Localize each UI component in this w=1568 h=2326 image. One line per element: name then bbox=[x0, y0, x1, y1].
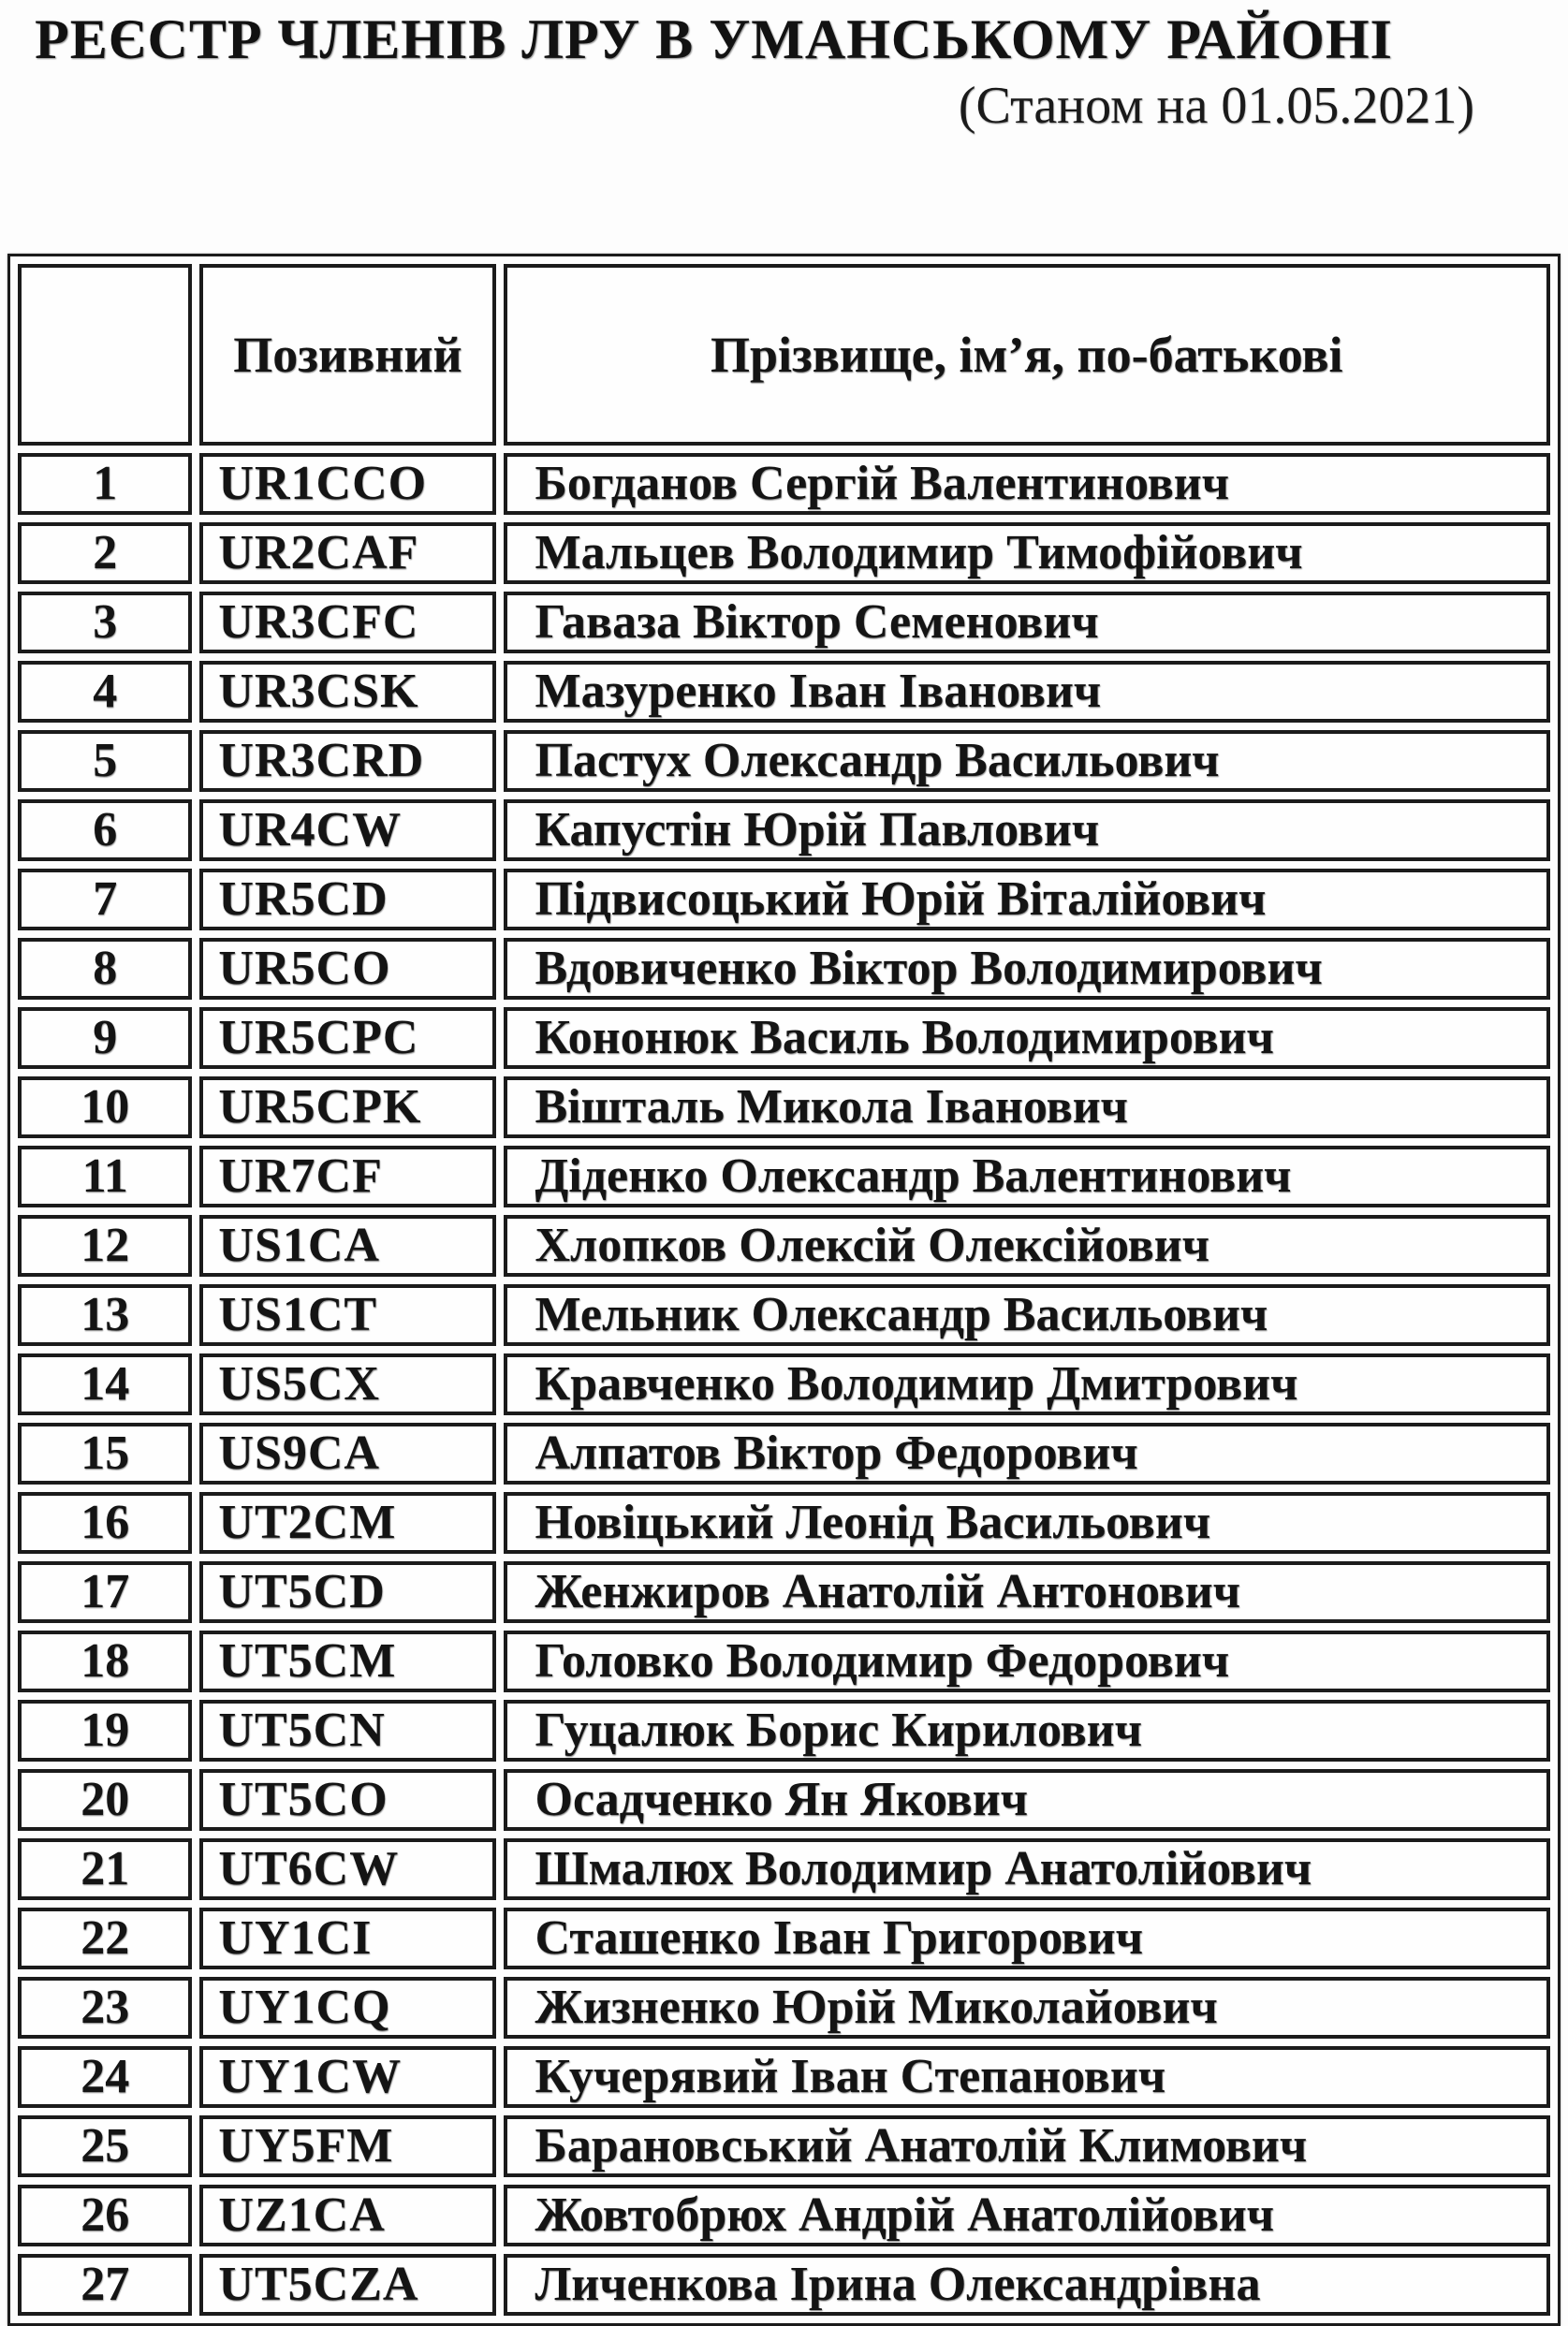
row-name: Гуцалюк Борис Кирилович bbox=[504, 1700, 1551, 1762]
row-name: Підвисоцький Юрій Віталійович bbox=[504, 869, 1551, 930]
row-name: Сташенко Іван Григорович bbox=[504, 1908, 1551, 1969]
row-number: 24 bbox=[18, 2046, 192, 2108]
table-row bbox=[18, 1631, 1550, 1692]
table-row bbox=[18, 730, 1550, 792]
table-row bbox=[18, 2046, 1550, 2108]
table-body bbox=[18, 453, 1550, 2316]
row-name: Жовтобрюх Андрій Анатолійович bbox=[504, 2185, 1551, 2246]
table-row bbox=[18, 1977, 1550, 2039]
row-number: 11 bbox=[18, 1146, 192, 1207]
row-number: 13 bbox=[18, 1284, 192, 1346]
row-name: Вдовиченко Віктор Володимирович bbox=[504, 938, 1551, 1000]
table-row bbox=[18, 1492, 1550, 1554]
row-name: Новіцький Леонід Васильович bbox=[504, 1492, 1551, 1554]
row-callsign: UZ1CA bbox=[199, 2185, 495, 2246]
row-number: 1 bbox=[18, 453, 192, 515]
row-number: 6 bbox=[18, 799, 192, 861]
row-name: Хлопков Олексій Олексійович bbox=[504, 1215, 1551, 1277]
row-number: 9 bbox=[18, 1007, 192, 1069]
row-name: Алпатов Віктор Федорович bbox=[504, 1423, 1551, 1485]
row-number: 5 bbox=[18, 730, 192, 792]
row-callsign: UT6CW bbox=[199, 1838, 495, 1900]
row-number: 18 bbox=[18, 1631, 192, 1692]
header-row bbox=[18, 264, 1550, 446]
row-callsign: UT5CO bbox=[199, 1769, 495, 1831]
row-callsign: US5CX bbox=[199, 1353, 495, 1415]
row-number: 26 bbox=[18, 2185, 192, 2246]
row-number: 21 bbox=[18, 1838, 192, 1900]
table-row bbox=[18, 1838, 1550, 1900]
row-name: Личенкова Ірина Олександрівна bbox=[504, 2254, 1551, 2316]
table-row bbox=[18, 1561, 1550, 1623]
row-name: Осадченко Ян Якович bbox=[504, 1769, 1551, 1831]
table-row bbox=[18, 2185, 1550, 2246]
row-callsign: UR3CFC bbox=[199, 592, 495, 653]
row-number: 20 bbox=[18, 1769, 192, 1831]
row-callsign: UR4CW bbox=[199, 799, 495, 861]
row-name: Гаваза Віктор Семенович bbox=[504, 592, 1551, 653]
row-number: 23 bbox=[18, 1977, 192, 2039]
table-row bbox=[18, 869, 1550, 930]
row-number: 7 bbox=[18, 869, 192, 930]
row-number: 4 bbox=[18, 661, 192, 723]
table-row bbox=[18, 2254, 1550, 2316]
row-callsign: UR5CO bbox=[199, 938, 495, 1000]
table-row bbox=[18, 1700, 1550, 1762]
row-callsign: UT5CM bbox=[199, 1631, 495, 1692]
row-number: 14 bbox=[18, 1353, 192, 1415]
table-row bbox=[18, 661, 1550, 723]
table-row bbox=[18, 938, 1550, 1000]
members-table bbox=[10, 256, 1558, 2323]
row-number: 3 bbox=[18, 592, 192, 653]
row-callsign: UY1CI bbox=[199, 1908, 495, 1969]
row-callsign: UY1CQ bbox=[199, 1977, 495, 2039]
row-number: 17 bbox=[18, 1561, 192, 1623]
col-header-number bbox=[18, 264, 192, 446]
row-number: 15 bbox=[18, 1423, 192, 1485]
row-callsign: UR1CCO bbox=[199, 453, 495, 515]
table-row bbox=[18, 1423, 1550, 1485]
members-table-border bbox=[7, 254, 1561, 2326]
col-header-callsign: Позивний bbox=[199, 264, 495, 446]
table-row bbox=[18, 522, 1550, 584]
row-callsign: UT5CD bbox=[199, 1561, 495, 1623]
row-name: Кононюк Василь Володимирович bbox=[504, 1007, 1551, 1069]
row-callsign: UT5CN bbox=[199, 1700, 495, 1762]
row-callsign: UR3CSK bbox=[199, 661, 495, 723]
row-callsign: UY5FM bbox=[199, 2115, 495, 2177]
row-name: Мазуренко Іван Іванович bbox=[504, 661, 1551, 723]
row-callsign: UR5CD bbox=[199, 869, 495, 930]
row-callsign: US1CA bbox=[199, 1215, 495, 1277]
table-row bbox=[18, 1215, 1550, 1277]
row-number: 2 bbox=[18, 522, 192, 584]
row-number: 19 bbox=[18, 1700, 192, 1762]
row-callsign: US1CT bbox=[199, 1284, 495, 1346]
table-row bbox=[18, 799, 1550, 861]
row-name: Мальцев Володимир Тимофійович bbox=[504, 522, 1551, 584]
row-callsign: UR2CAF bbox=[199, 522, 495, 584]
row-name: Мельник Олександр Васильович bbox=[504, 1284, 1551, 1346]
row-number: 10 bbox=[18, 1076, 192, 1138]
row-name: Кравченко Володимир Дмитрович bbox=[504, 1353, 1551, 1415]
table-row bbox=[18, 1353, 1550, 1415]
row-callsign: UR5CPK bbox=[199, 1076, 495, 1138]
page-title: РЕЄСТР ЧЛЕНІВ ЛРУ В УМАНСЬКОМУ РАЙОНІ bbox=[35, 8, 1393, 70]
row-callsign: UR7CF bbox=[199, 1146, 495, 1207]
table-row bbox=[18, 1769, 1550, 1831]
row-name: Пастух Олександр Васильович bbox=[504, 730, 1551, 792]
row-callsign: UR5CPC bbox=[199, 1007, 495, 1069]
row-name: Вішталь Микола Іванович bbox=[504, 1076, 1551, 1138]
table-row bbox=[18, 592, 1550, 653]
row-callsign: UT2CM bbox=[199, 1492, 495, 1554]
row-number: 22 bbox=[18, 1908, 192, 1969]
table-row bbox=[18, 453, 1550, 515]
row-name: Женжиров Анатолій Антонович bbox=[504, 1561, 1551, 1623]
table-row bbox=[18, 1908, 1550, 1969]
col-header-name: Прізвище, ім’я, по-батькові bbox=[504, 264, 1551, 446]
row-number: 16 bbox=[18, 1492, 192, 1554]
row-number: 27 bbox=[18, 2254, 192, 2316]
row-name: Капустін Юрій Павлович bbox=[504, 799, 1551, 861]
row-number: 25 bbox=[18, 2115, 192, 2177]
row-name: Шмалюх Володимир Анатолійович bbox=[504, 1838, 1551, 1900]
row-callsign: US9CA bbox=[199, 1423, 495, 1485]
row-callsign: UT5CZA bbox=[199, 2254, 495, 2316]
table-row bbox=[18, 1146, 1550, 1207]
table-row bbox=[18, 2115, 1550, 2177]
table-row bbox=[18, 1076, 1550, 1138]
row-callsign: UY1CW bbox=[199, 2046, 495, 2108]
table-row bbox=[18, 1007, 1550, 1069]
row-name: Барановський Анатолій Климович bbox=[504, 2115, 1551, 2177]
row-name: Богданов Сергій Валентинович bbox=[504, 453, 1551, 515]
page-subtitle: (Станом на 01.05.2021) bbox=[958, 77, 1474, 135]
row-callsign: UR3CRD bbox=[199, 730, 495, 792]
row-name: Головко Володимир Федорович bbox=[504, 1631, 1551, 1692]
row-name: Жизненко Юрій Миколайович bbox=[504, 1977, 1551, 2039]
document-page bbox=[0, 7, 1568, 2311]
table-row bbox=[18, 1284, 1550, 1346]
row-name: Кучерявий Іван Степанович bbox=[504, 2046, 1551, 2108]
row-number: 12 bbox=[18, 1215, 192, 1277]
row-name: Діденко Олександр Валентинович bbox=[504, 1146, 1551, 1207]
row-number: 8 bbox=[18, 938, 192, 1000]
